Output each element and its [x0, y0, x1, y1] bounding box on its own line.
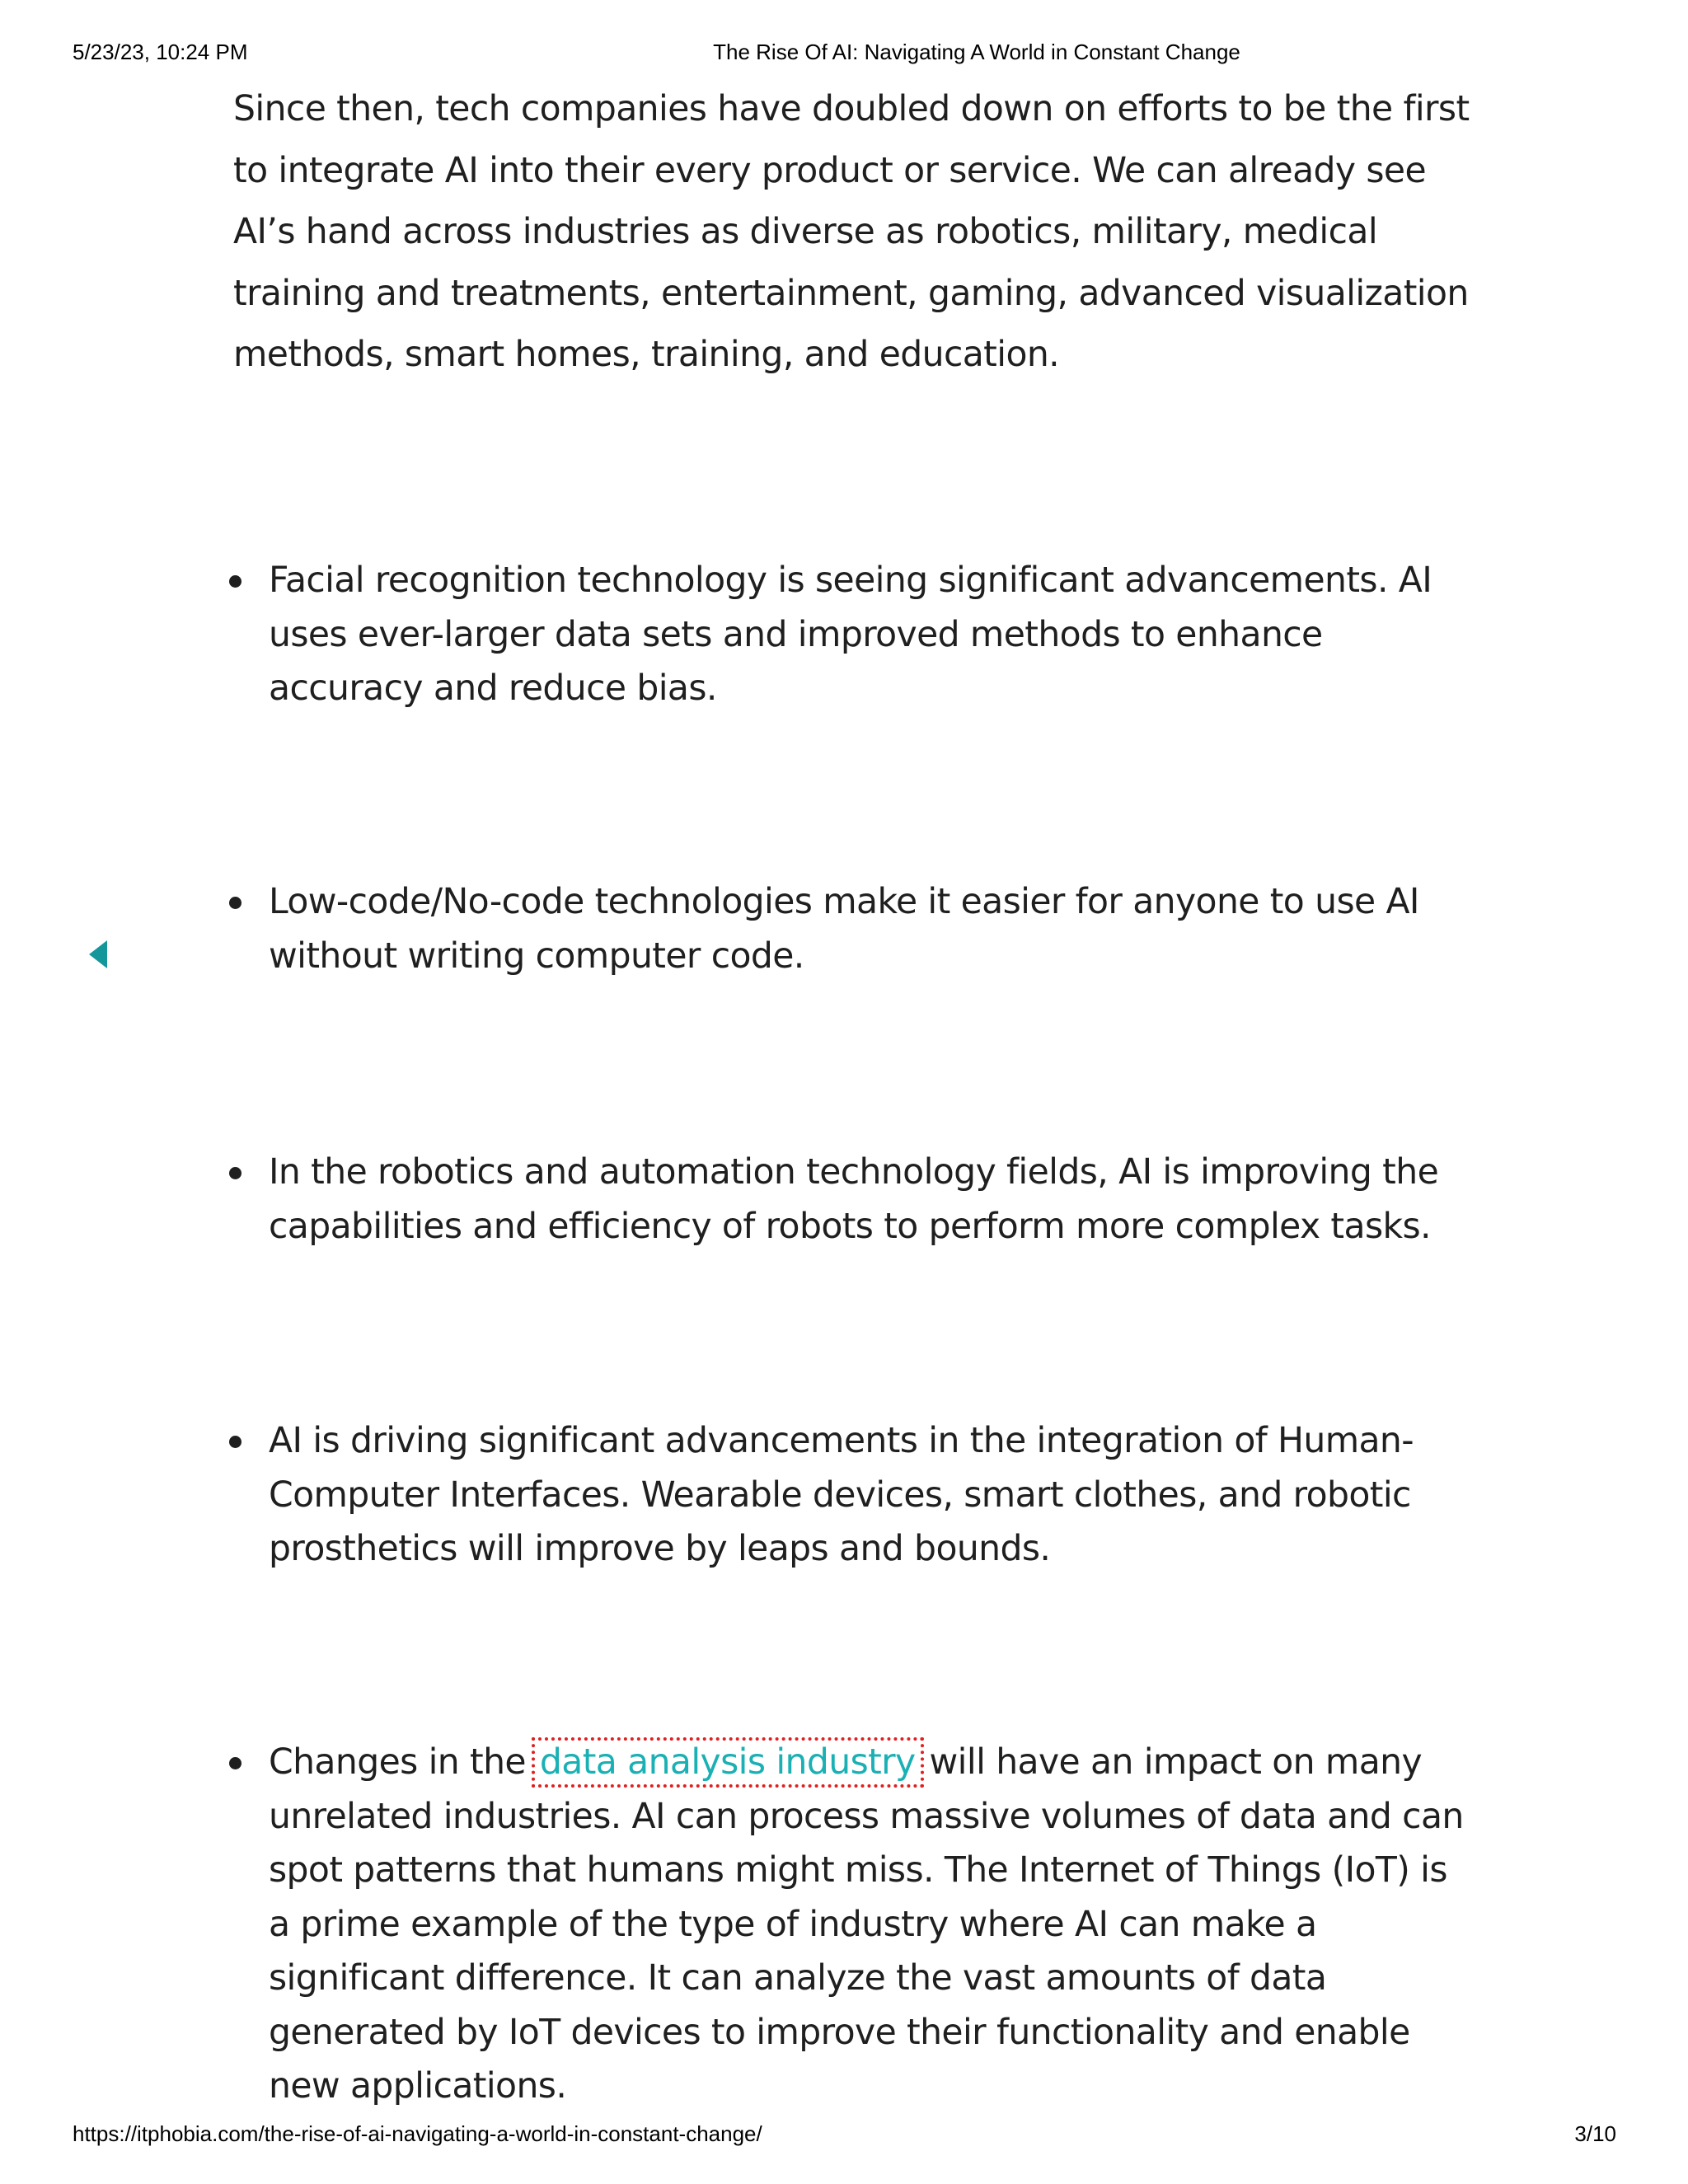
- bullet-dot-icon: [229, 1757, 241, 1769]
- bullet-dot-icon: [229, 897, 241, 909]
- print-page-title: The Rise Of AI: Navigating A World in Constant Change: [713, 40, 1240, 64]
- list-item-text-after-link: will have an impact on many unrelated industries. AI can process massive volumes of data and can spot patterns that humans might miss. The Internet of Things (IoT) is a prime example of the type of industry where AI can make a significant difference. It can analyze the vast amounts of data generated by IoT devices to improve their functionality and enable new applications.: [269, 1742, 1464, 2107]
- page-number: 3/10: [1574, 2121, 1616, 2146]
- list-item: [269, 1146, 1464, 1254]
- bullet-dot-icon: [229, 1436, 241, 1448]
- list-item-text-before-link: Changes in the: [269, 1742, 537, 1783]
- bullet-dot-icon: [229, 575, 241, 588]
- list-item: [269, 875, 1464, 983]
- print-header: [0, 40, 1688, 68]
- list-item: [269, 554, 1464, 716]
- print-footer: [0, 2121, 1688, 2149]
- list-item-text: Low-code/No-code technologies make it easier for anyone to use AI without writing computer code.: [269, 882, 1419, 977]
- bullet-dot-icon: [229, 1167, 241, 1179]
- intro-paragraph: Since then, tech companies have doubled down on efforts to be the first to integrate AI into their every product or service. We can already see AI’s hand across industries as diverse as robotics, military, medical training and treatments, entertainment, gaming, advanced visualization methods, smart homes, training, and education.: [233, 89, 1470, 375]
- page-url: https://itphobia.com/the-rise-of-ai-navigating-a-world-in-constant-change/: [73, 2121, 762, 2146]
- list-item: [269, 1414, 1464, 1577]
- data-analysis-industry-link[interactable]: data analysis industry: [537, 1742, 919, 1783]
- list-item: [269, 1736, 1464, 2114]
- list-item-text: In the robotics and automation technology fields, AI is improving the capabilities and efficiency of robots to perform more complex tasks.: [269, 1152, 1439, 1247]
- list-item-text: Facial recognition technology is seeing significant advancements. AI uses ever-larger data sets and improved methods to enhance accuracy and reduce bias.: [269, 560, 1432, 709]
- print-datetime: 5/23/23, 10:24 PM: [73, 40, 248, 64]
- caret-left-icon[interactable]: [89, 940, 107, 968]
- list-item-text: AI is driving significant advancements in the integration of Human-Computer Interfaces. Wearable devices, smart clothes, and robotic prosthetics will improve by leaps and bounds.: [269, 1421, 1414, 1569]
